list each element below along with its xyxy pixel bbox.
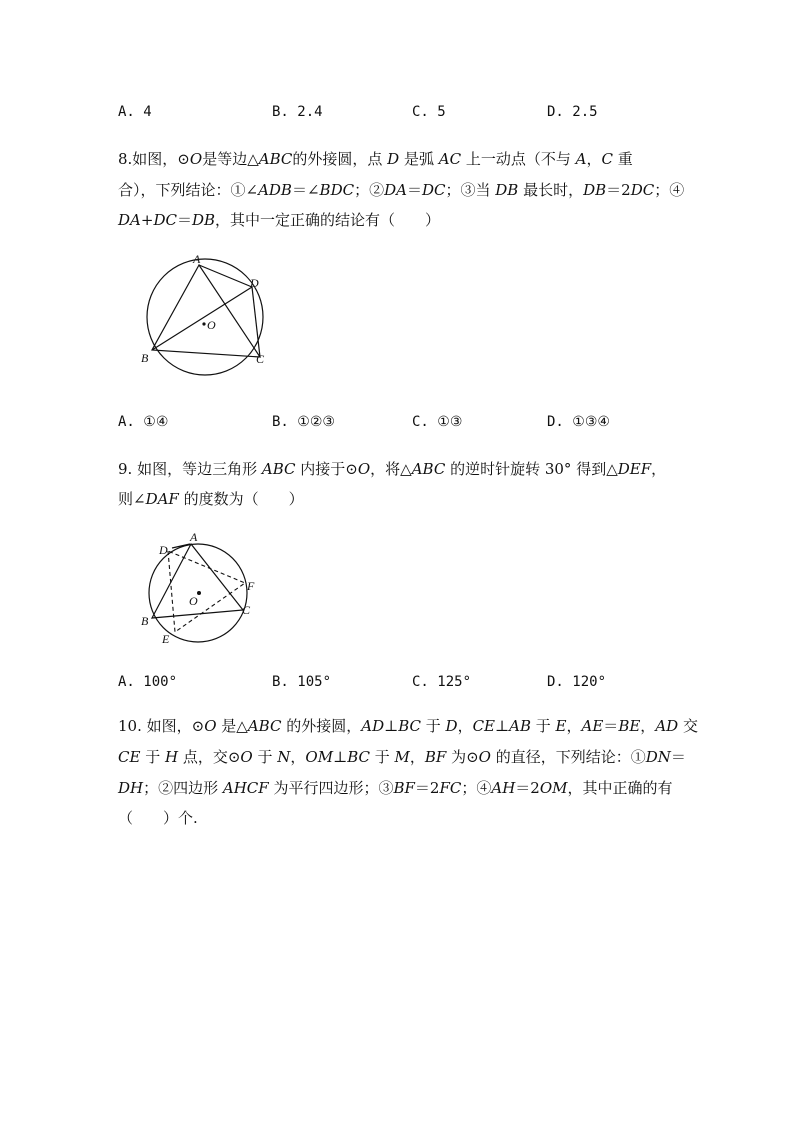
- q9-label-c: C: [242, 603, 251, 617]
- q8-label-d: D: [250, 276, 259, 290]
- q9-label-f: F: [247, 579, 255, 593]
- q8-line-1: 8.如图，⊙O是等边△ABC的外接圆，点 D 是弧 AC 上一动点（不与 A，C 重: [118, 150, 633, 168]
- q10-line-4: （ ）个.: [118, 809, 198, 827]
- q9-line-1: 9. 如图，等边三角形 ABC 内接于⊙O，将△ABC 的逆时针旋转 30° 得到△DEF，: [118, 460, 667, 478]
- q8-label-b: B: [141, 351, 149, 365]
- q7-option-a: A. 4: [118, 104, 152, 120]
- q10-line-1: 10. 如图，⊙O 是△ABC 的外接圆，AD⊥BC 于 D，CE⊥AB 于 E，AE＝BE，AD 交: [118, 717, 698, 735]
- q9-option-c: C. 125°: [412, 674, 472, 690]
- q9-label-d: D: [159, 543, 168, 557]
- q8-label-c: C: [256, 352, 265, 366]
- q8-option-a: A. ①④: [118, 414, 169, 430]
- q8-label-o: O: [207, 318, 216, 332]
- q8-option-b: B. ①②③: [272, 414, 335, 430]
- q8-label-a: A: [193, 252, 201, 266]
- q9-option-b: B. 105°: [272, 674, 332, 690]
- q8-option-d: D. ①③④: [547, 414, 610, 430]
- q8-center-dot: [202, 322, 205, 325]
- q8-triangle-abc: [152, 265, 260, 357]
- q7-option-c: C. 5: [412, 104, 446, 120]
- q7-option-b: B. 2.4: [272, 104, 323, 120]
- q9-label-a: A: [190, 530, 198, 544]
- q8-option-c: C. ①③: [412, 414, 463, 430]
- q9-label-o: O: [189, 594, 198, 608]
- q10-line-2: CE 于 H 点，交⊙O 于 N，OM⊥BC 于 M，BF 为⊙O 的直径，下列结论：①DN＝: [118, 748, 686, 766]
- q8-line-3: DA+DC＝DB，其中一定正确的结论有（ ）: [118, 211, 441, 229]
- q8-line-2: 合），下列结论：①∠ADB＝∠BDC；②DA＝DC；③当 DB 最长时，DB＝2DC；④: [118, 181, 685, 199]
- q9-line-2: 则∠DAF 的度数为（ ）: [118, 490, 304, 508]
- q8-figure: [138, 252, 278, 372]
- q9-label-e: E: [162, 632, 170, 646]
- q7-option-d: D. 2.5: [547, 104, 598, 120]
- q9-figure: [138, 530, 268, 645]
- q9-label-b: B: [141, 614, 149, 628]
- q9-option-d: D. 120°: [547, 674, 607, 690]
- q9-option-a: A. 100°: [118, 674, 178, 690]
- q10-line-3: DH；②四边形 AHCF 为平行四边形；③BF＝2FC；④AH＝2OM，其中正确的有: [118, 779, 673, 797]
- q8-segment-bd: [152, 287, 252, 350]
